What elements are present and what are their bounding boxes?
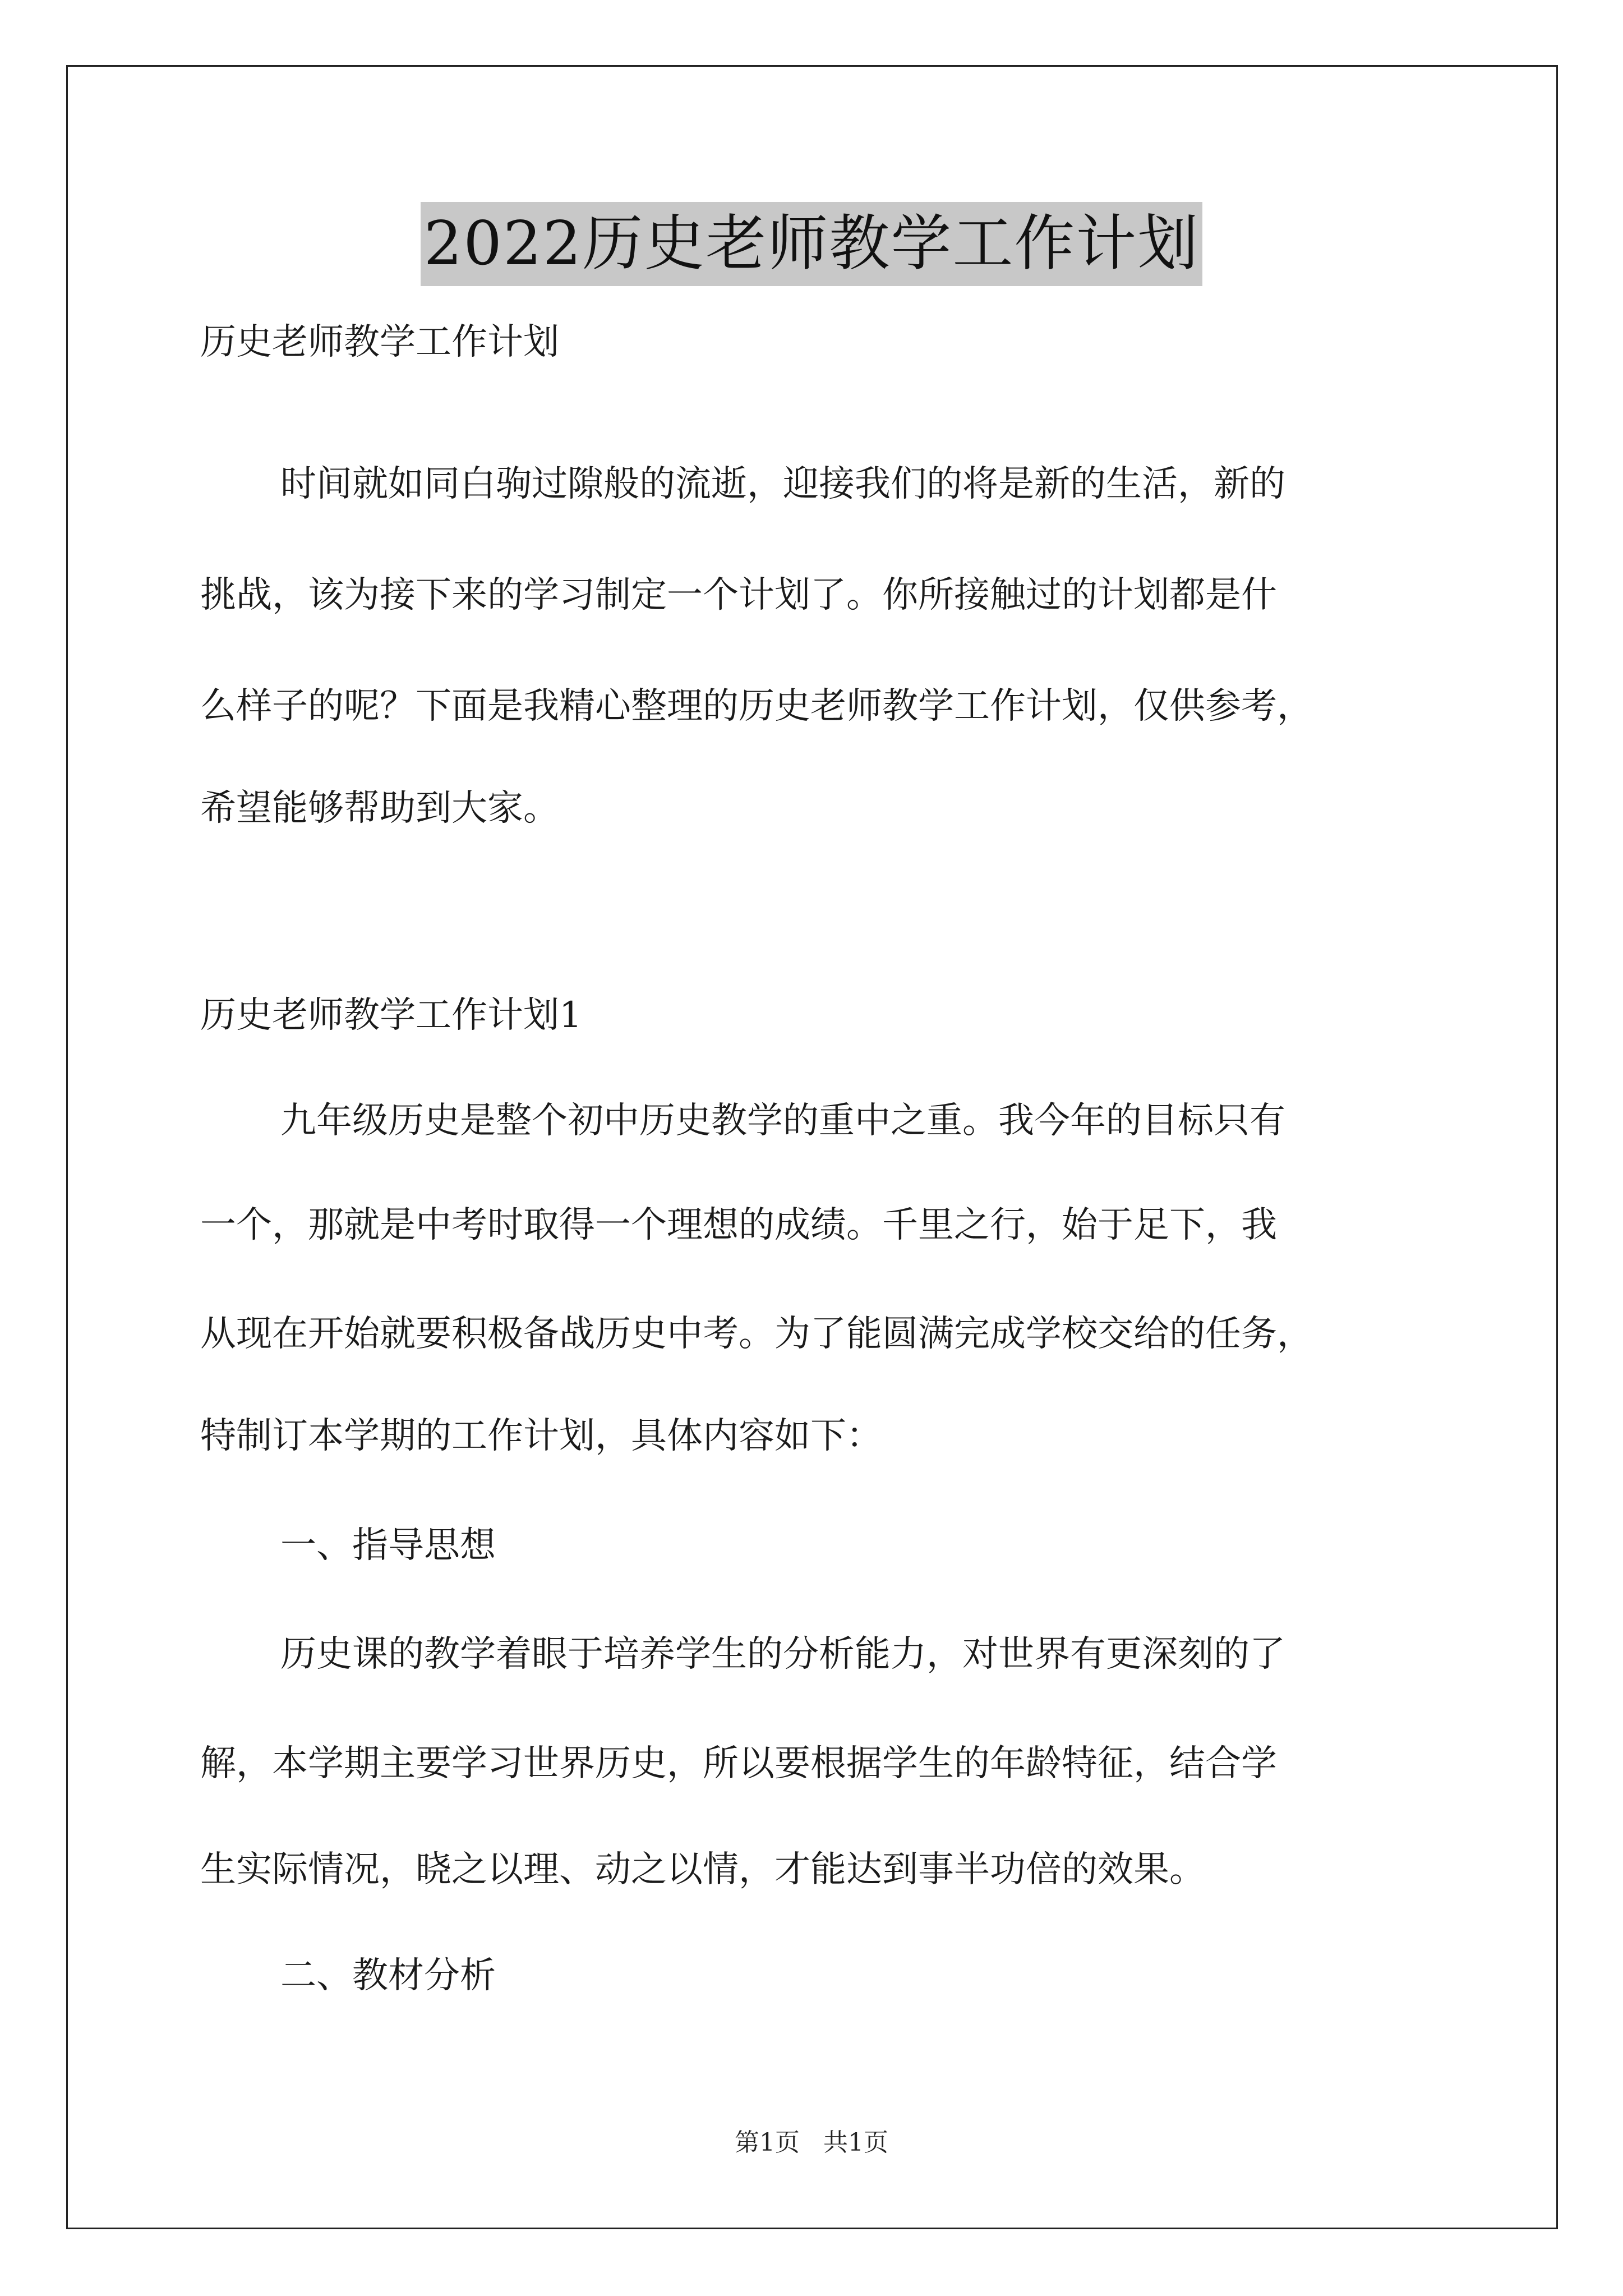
title-container [0, 202, 1623, 286]
paragraph-line: 希望能够帮助到大家。 [200, 788, 559, 829]
paragraph-line: 时间就如同白驹过隙般的流逝，迎接我们的将是新的生活，新的 [280, 463, 1285, 505]
document-title: 2022历史老师教学工作计划 [421, 202, 1203, 286]
paragraph-line: 从现在开始就要积极备战历史中考。为了能圆满完成学校交给的任务， [200, 1313, 1313, 1355]
paragraph-line: 么样子的呢？下面是我精心整理的历史老师教学工作计划，仅供参考， [200, 685, 1313, 727]
paragraph-line: 挑战，该为接下来的学习制定一个计划了。你所接触过的计划都是什 [200, 574, 1277, 616]
paragraph-line: 九年级历史是整个初中历史教学的重中之重。我今年的目标只有 [280, 1100, 1285, 1142]
paragraph-line: 解，本学期主要学习世界历史，所以要根据学生的年龄特征，结合学 [200, 1743, 1277, 1784]
page-total: 共1页 [823, 2128, 888, 2157]
page-number: 第1页 [735, 2128, 800, 2157]
subsection-heading: 二、教材分析 [280, 1955, 496, 1996]
paragraph-line: 特制订本学期的工作计划，具体内容如下： [200, 1415, 882, 1457]
section-heading: 历史老师教学工作计划 [200, 321, 559, 363]
paragraph-line: 生实际情况，晓之以理、动之以情，才能达到事半功倍的效果。 [200, 1849, 1205, 1890]
paragraph-line: 历史课的教学着眼于培养学生的分析能力，对世界有更深刻的了 [280, 1634, 1285, 1675]
paragraph-line: 一个，那就是中考时取得一个理想的成绩。千里之行，始于足下，我 [200, 1204, 1277, 1246]
section-heading: 历史老师教学工作计划1 [200, 995, 582, 1036]
page-border [66, 65, 1558, 2229]
page-footer [0, 2126, 1623, 2160]
subsection-heading: 一、指导思想 [280, 1525, 496, 1566]
